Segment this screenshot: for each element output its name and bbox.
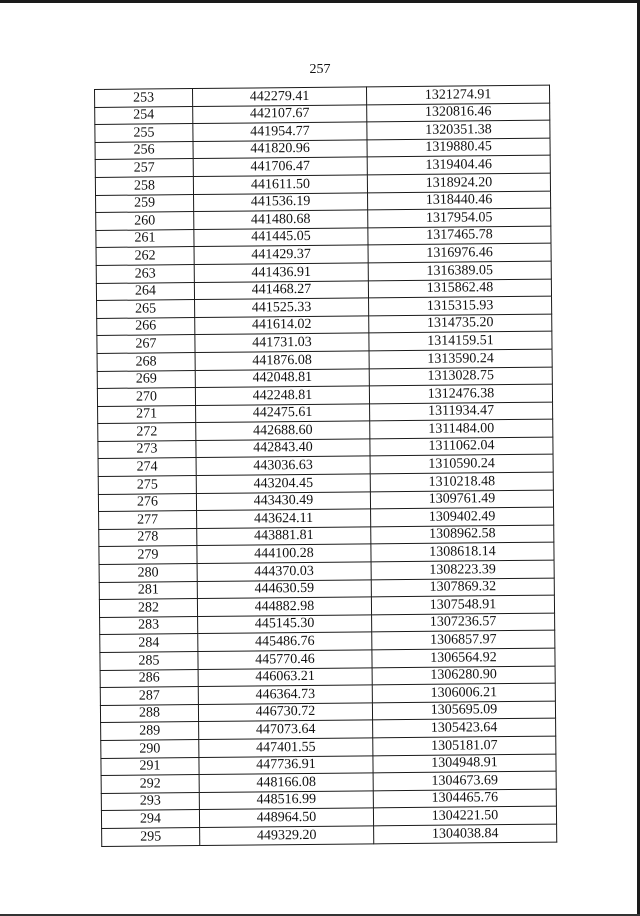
point-number-cell: 262	[96, 247, 194, 266]
x-coordinate-cell: 441468.27	[194, 280, 368, 299]
point-number-cell: 283	[100, 616, 198, 635]
y-coordinate-cell: 1320351.38	[367, 120, 550, 139]
y-coordinate-cell: 1306857.97	[372, 631, 555, 650]
x-coordinate-cell: 441480.68	[194, 210, 368, 229]
y-coordinate-cell: 1319404.46	[367, 155, 550, 174]
x-coordinate-cell: 442279.41	[193, 87, 367, 106]
point-number-cell: 255	[95, 124, 193, 143]
y-coordinate-cell: 1304465.76	[373, 789, 556, 808]
y-coordinate-cell: 1314159.51	[369, 331, 552, 350]
x-coordinate-cell: 444370.03	[197, 562, 371, 581]
y-coordinate-cell: 1304673.69	[373, 771, 556, 790]
point-number-cell: 279	[99, 546, 197, 565]
point-number-cell: 294	[101, 810, 199, 829]
x-coordinate-cell: 441706.47	[193, 157, 367, 176]
y-coordinate-cell: 1304221.50	[373, 806, 556, 825]
y-coordinate-cell: 1318440.46	[368, 191, 551, 210]
x-coordinate-cell: 446364.73	[198, 685, 372, 704]
x-coordinate-cell: 441436.91	[194, 263, 368, 282]
y-coordinate-cell: 1313590.24	[369, 349, 552, 368]
x-coordinate-cell: 448516.99	[199, 791, 373, 810]
x-coordinate-cell: 441445.05	[194, 228, 368, 247]
point-number-cell: 267	[97, 335, 195, 354]
point-number-cell: 288	[100, 704, 198, 723]
point-number-cell: 292	[101, 775, 199, 794]
point-number-cell: 273	[98, 440, 196, 459]
point-number-cell: 263	[96, 264, 194, 283]
y-coordinate-cell: 1321274.91	[366, 85, 549, 104]
scan-edge-top	[0, 0, 640, 3]
point-number-cell: 289	[101, 722, 199, 741]
y-coordinate-cell: 1304948.91	[373, 754, 556, 773]
coordinates-table-body	[95, 85, 557, 846]
x-coordinate-cell: 447073.64	[199, 720, 373, 739]
x-coordinate-cell: 441525.33	[195, 298, 369, 317]
y-coordinate-cell: 1315862.48	[368, 279, 551, 298]
point-number-cell: 259	[96, 194, 194, 213]
x-coordinate-cell: 441876.08	[195, 351, 369, 370]
coordinates-table	[94, 85, 557, 847]
x-coordinate-cell: 443204.45	[196, 474, 370, 493]
x-coordinate-cell: 441614.02	[195, 316, 369, 335]
y-coordinate-cell: 1306006.21	[372, 683, 555, 702]
y-coordinate-cell: 1311062.04	[370, 437, 553, 456]
y-coordinate-cell: 1307869.32	[371, 578, 554, 597]
point-number-cell: 257	[95, 159, 193, 178]
point-number-cell: 272	[98, 423, 196, 442]
point-number-cell: 254	[95, 106, 193, 125]
y-coordinate-cell: 1313028.75	[369, 367, 552, 386]
y-coordinate-cell: 1311934.47	[370, 402, 553, 421]
x-coordinate-cell: 441429.37	[194, 245, 368, 264]
y-coordinate-cell: 1314735.20	[369, 314, 552, 333]
point-number-cell: 285	[100, 652, 198, 671]
x-coordinate-cell: 443881.81	[197, 527, 371, 546]
y-coordinate-cell: 1308223.39	[371, 560, 554, 579]
y-coordinate-cell: 1308962.58	[371, 525, 554, 544]
x-coordinate-cell: 442688.60	[196, 421, 370, 440]
page-number: 257	[309, 62, 331, 77]
x-coordinate-cell: 441731.03	[195, 333, 369, 352]
point-number-cell: 268	[97, 352, 195, 371]
x-coordinate-cell: 442843.40	[196, 439, 370, 458]
y-coordinate-cell: 1310218.48	[370, 472, 553, 491]
y-coordinate-cell: 1307236.57	[372, 613, 555, 632]
point-number-cell: 261	[96, 229, 194, 248]
point-number-cell: 274	[98, 458, 196, 477]
x-coordinate-cell: 441820.96	[193, 140, 367, 159]
y-coordinate-cell: 1308618.14	[371, 543, 554, 562]
y-coordinate-cell: 1316389.05	[368, 261, 551, 280]
x-coordinate-cell: 446063.21	[198, 667, 372, 686]
x-coordinate-cell: 444100.28	[197, 544, 371, 563]
y-coordinate-cell: 1316976.46	[368, 243, 551, 262]
y-coordinate-cell: 1312476.38	[369, 384, 552, 403]
point-number-cell: 281	[99, 581, 197, 600]
point-number-cell: 266	[97, 317, 195, 336]
y-coordinate-cell: 1305695.09	[372, 701, 555, 720]
point-number-cell: 270	[97, 388, 195, 407]
point-number-cell: 253	[95, 89, 193, 108]
x-coordinate-cell: 442048.81	[195, 368, 369, 387]
point-number-cell: 291	[101, 757, 199, 776]
y-coordinate-cell: 1315315.93	[369, 296, 552, 315]
x-coordinate-cell: 441954.77	[193, 122, 367, 141]
y-coordinate-cell: 1317954.05	[368, 208, 551, 227]
point-number-cell: 277	[99, 511, 197, 530]
y-coordinate-cell: 1307548.91	[371, 595, 554, 614]
point-number-cell: 269	[97, 370, 195, 389]
x-coordinate-cell: 445486.76	[198, 632, 372, 651]
y-coordinate-cell: 1320816.46	[367, 103, 550, 122]
point-number-cell: 280	[99, 564, 197, 583]
point-number-cell: 264	[96, 282, 194, 301]
point-number-cell: 287	[100, 687, 198, 706]
y-coordinate-cell: 1305423.64	[373, 718, 556, 737]
x-coordinate-cell: 445770.46	[198, 650, 372, 669]
point-number-cell: 284	[100, 634, 198, 653]
point-number-cell: 271	[98, 405, 196, 424]
y-coordinate-cell: 1309402.49	[371, 507, 554, 526]
x-coordinate-cell: 441536.19	[194, 192, 368, 211]
point-number-cell: 260	[96, 212, 194, 231]
coordinates-table-wrap	[94, 85, 556, 847]
point-number-cell: 293	[101, 792, 199, 811]
x-coordinate-cell: 447736.91	[199, 755, 373, 774]
point-number-cell: 278	[99, 528, 197, 547]
point-number-cell: 276	[98, 493, 196, 512]
x-coordinate-cell: 449329.20	[200, 826, 374, 845]
x-coordinate-cell: 444882.98	[197, 597, 371, 616]
x-coordinate-cell: 447401.55	[199, 738, 373, 757]
x-coordinate-cell: 442475.61	[196, 404, 370, 423]
x-coordinate-cell: 448964.50	[199, 808, 373, 827]
x-coordinate-cell: 448166.08	[199, 773, 373, 792]
point-number-cell: 275	[98, 476, 196, 495]
x-coordinate-cell: 444630.59	[197, 579, 371, 598]
y-coordinate-cell: 1306564.92	[372, 648, 555, 667]
point-number-cell: 290	[101, 739, 199, 758]
y-coordinate-cell: 1306280.90	[372, 666, 555, 685]
y-coordinate-cell: 1304038.84	[374, 824, 557, 843]
point-number-cell: 256	[95, 141, 193, 160]
point-number-cell: 265	[97, 300, 195, 319]
x-coordinate-cell: 442248.81	[195, 386, 369, 405]
y-coordinate-cell: 1310590.24	[370, 455, 553, 474]
y-coordinate-cell: 1305181.07	[373, 736, 556, 755]
x-coordinate-cell: 441611.50	[193, 175, 367, 194]
x-coordinate-cell: 446730.72	[198, 703, 372, 722]
point-number-cell: 258	[95, 177, 193, 196]
x-coordinate-cell: 443430.49	[196, 492, 370, 511]
table-row	[102, 824, 557, 846]
y-coordinate-cell: 1318924.20	[367, 173, 550, 192]
x-coordinate-cell: 443036.63	[196, 456, 370, 475]
y-coordinate-cell: 1317465.78	[368, 226, 551, 245]
x-coordinate-cell: 442107.67	[193, 104, 367, 123]
y-coordinate-cell: 1319880.45	[367, 138, 550, 157]
y-coordinate-cell: 1309761.49	[370, 490, 553, 509]
point-number-cell: 282	[99, 599, 197, 618]
y-coordinate-cell: 1311484.00	[370, 419, 553, 438]
x-coordinate-cell: 443624.11	[197, 509, 371, 528]
x-coordinate-cell: 445145.30	[198, 615, 372, 634]
point-number-cell: 286	[100, 669, 198, 688]
point-number-cell: 295	[102, 827, 200, 846]
